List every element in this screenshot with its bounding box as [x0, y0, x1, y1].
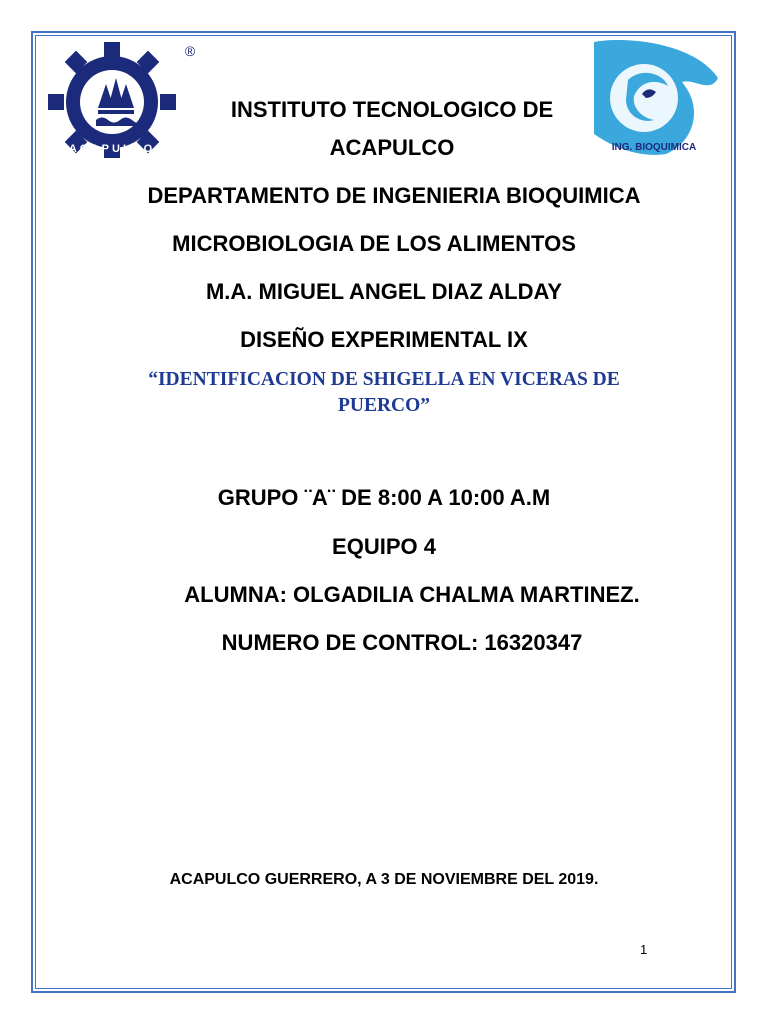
report-title-line1: “IDENTIFICACION DE SHIGELLA EN VICERAS DE [148, 369, 620, 390]
registered-mark: ® [184, 43, 196, 59]
place-date: ACAPULCO GUERRERO, A 3 DE NOVIEMBRE DEL 2019. [169, 871, 599, 888]
institute-name-line1: INSTITUTO TECNOLOGICO DE [230, 97, 554, 122]
project-name: DISEÑO EXPERIMENTAL IX [240, 327, 528, 352]
page-border [31, 31, 736, 993]
logo-left-text: ACAPULCO [68, 143, 156, 155]
department-name: DEPARTAMENTO DE INGENIERIA BIOQUIMICA [147, 183, 641, 208]
group-schedule: GRUPO ¨A¨ DE 8:00 A 10:00 A.M [217, 485, 551, 510]
page-number: 1 [640, 942, 648, 957]
report-title-line2: PUERCO” [337, 395, 431, 416]
control-number: NUMERO DE CONTROL: 16320347 [221, 630, 583, 655]
subject-name: MICROBIOLOGIA DE LOS ALIMENTOS [172, 231, 576, 256]
student-name: ALUMNA: OLGADILIA CHALMA MARTINEZ. [184, 582, 640, 607]
institute-name-line2: ACAPULCO [329, 135, 455, 160]
logo-right-text: ING. BIOQUIMICA [611, 142, 697, 153]
team-number: EQUIPO 4 [332, 534, 436, 559]
teacher-name: M.A. MIGUEL ANGEL DIAZ ALDAY [205, 279, 563, 304]
